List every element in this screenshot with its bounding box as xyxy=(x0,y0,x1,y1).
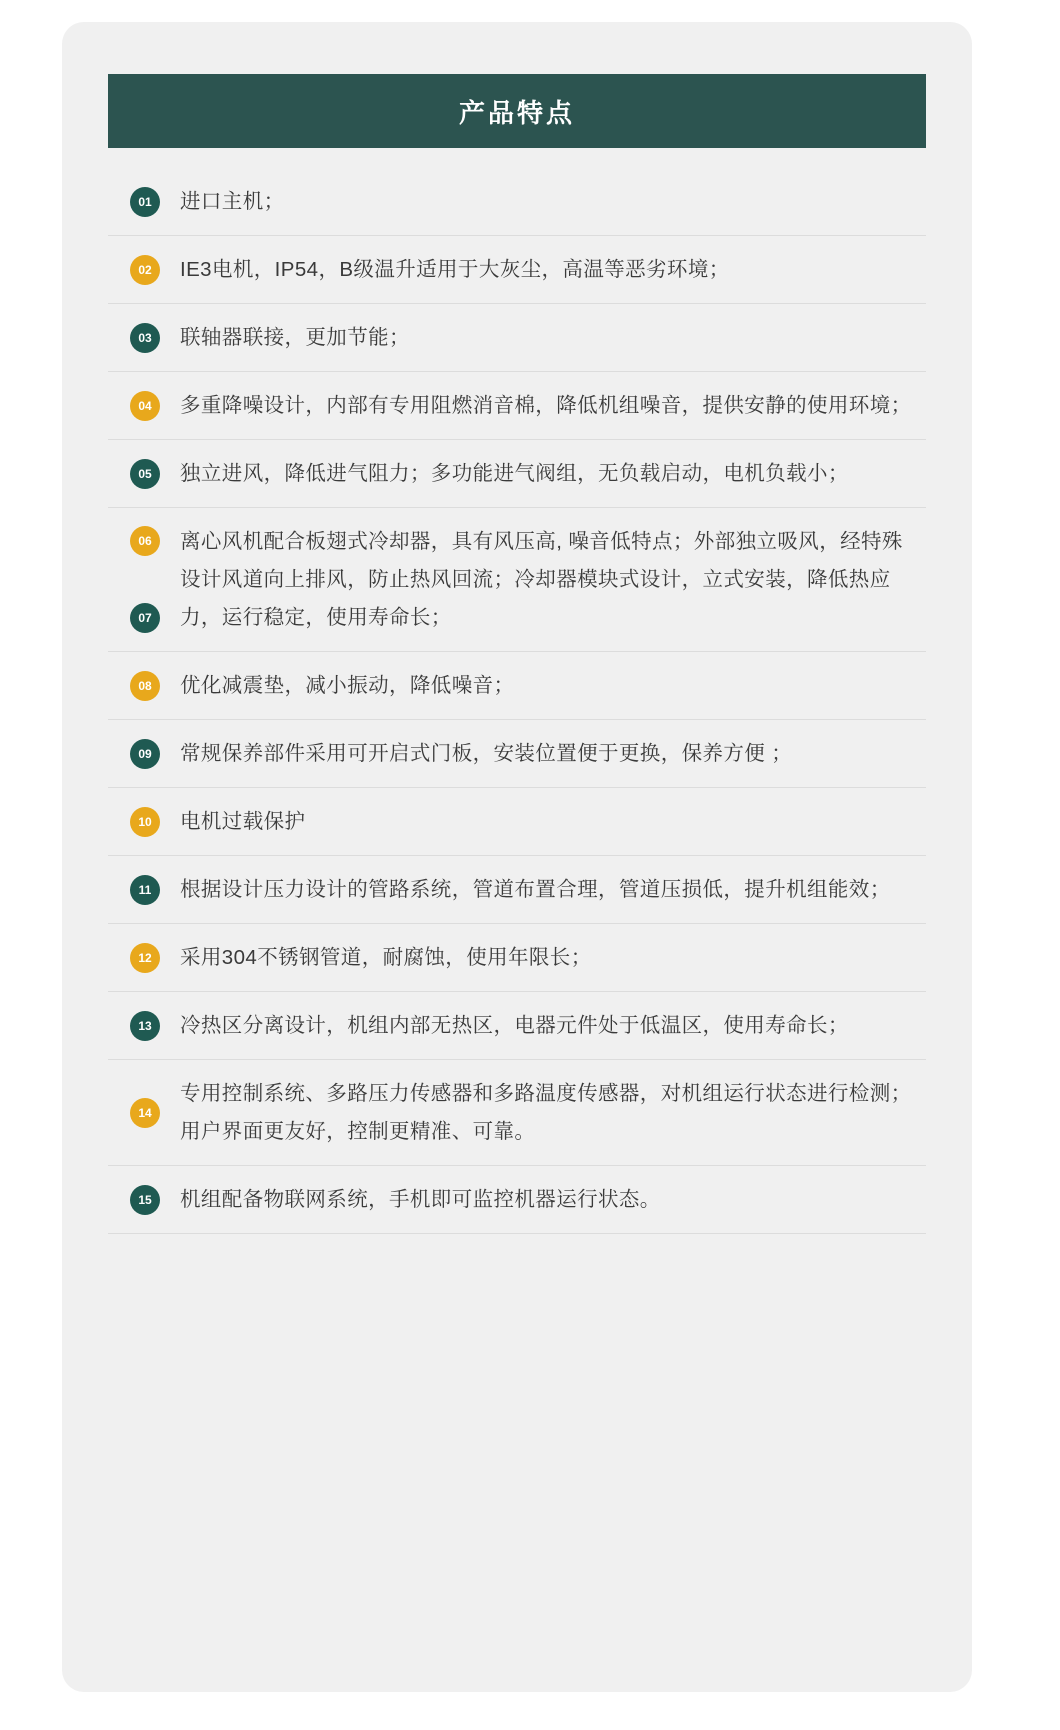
feature-list xyxy=(108,168,926,1234)
item-number-badge: 12 xyxy=(130,943,160,973)
item-text: 电机过载保护 xyxy=(180,810,306,833)
item-text: 优化减震垫，减小振动，降低噪音； xyxy=(180,674,515,697)
list-item xyxy=(108,1060,926,1166)
list-item xyxy=(108,720,926,788)
item-number-badge: 01 xyxy=(130,187,160,217)
item-text: 进口主机； xyxy=(180,190,285,213)
section-title-bar xyxy=(108,74,926,148)
list-item xyxy=(108,992,926,1060)
list-item xyxy=(108,652,926,720)
item-text: 独立进风，降低进气阻力；多功能进气阀组，无负载启动，电机负载小； xyxy=(180,462,849,485)
item-text: 离心风机配合板翅式冷却器，具有风压高, 噪音低特点；外部独立吸风，经特殊设计风道向上排风，防止热风回流；冷却器模块式设计，立式安装，降低热应力，运行稳定，使用寿命长； xyxy=(180,530,903,629)
item-number-badge: 10 xyxy=(130,807,160,837)
item-text: 机组配备物联网系统，手机即可监控机器运行状态。 xyxy=(180,1188,661,1211)
page-title: 产品特点 xyxy=(458,97,575,128)
item-number-badge: 07 xyxy=(130,603,160,633)
item-number-badge: 03 xyxy=(130,323,160,353)
item-text: IE3电机，IP54，B级温升适用于大灰尘，高温等恶劣环境； xyxy=(180,258,730,281)
item-text: 多重降噪设计，内部有专用阻燃消音棉，降低机组噪音，提供安静的使用环境； xyxy=(180,394,912,417)
item-text: 采用304不锈钢管道，耐腐蚀，使用年限长； xyxy=(180,946,592,969)
item-text: 根据设计压力设计的管路系统，管道布置合理，管道压损低，提升机组能效； xyxy=(180,878,891,901)
list-item xyxy=(108,788,926,856)
list-item xyxy=(108,372,926,440)
item-number-badge: 04 xyxy=(130,391,160,421)
item-text: 冷热区分离设计，机组内部无热区，电器元件处于低温区，使用寿命长； xyxy=(180,1014,849,1037)
item-text: 专用控制系统、多路压力传感器和多路温度传感器，对机组运行状态进行检测；用户界面更友好，控制更精准、可靠。 xyxy=(180,1082,912,1143)
item-number-badge: 08 xyxy=(130,671,160,701)
item-text: 联轴器联接，更加节能； xyxy=(180,326,410,349)
list-item xyxy=(108,236,926,304)
item-number-badge: 11 xyxy=(130,875,160,905)
item-number-badge: 09 xyxy=(130,739,160,769)
list-item xyxy=(108,440,926,508)
list-item xyxy=(108,304,926,372)
item-number-badge: 15 xyxy=(130,1185,160,1215)
item-number-badge: 13 xyxy=(130,1011,160,1041)
item-number-badge: 02 xyxy=(130,255,160,285)
features-card xyxy=(62,22,972,1692)
list-item xyxy=(108,856,926,924)
list-item xyxy=(108,168,926,236)
list-item xyxy=(108,508,926,652)
item-number-badge: 05 xyxy=(130,459,160,489)
item-number-badge: 14 xyxy=(130,1098,160,1128)
list-item xyxy=(108,1166,926,1234)
item-number-badge-group xyxy=(130,522,160,637)
list-item xyxy=(108,924,926,992)
item-number-badge: 06 xyxy=(130,526,160,556)
item-text: 常规保养部件采用可开启式门板，安装位置便于更换，保养方便 ； xyxy=(180,742,793,765)
